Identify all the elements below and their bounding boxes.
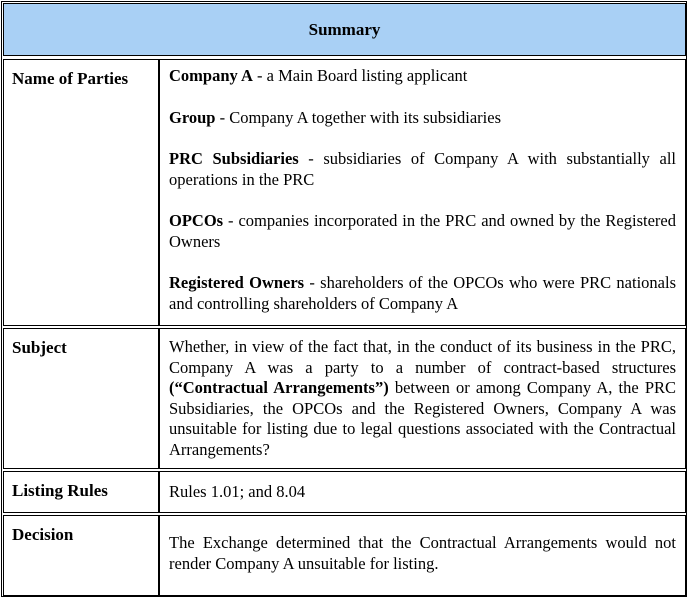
listing-rules-label: Listing Rules [12, 481, 108, 500]
decision-label-cell [3, 515, 159, 596]
listing-rules-content-cell [159, 471, 686, 513]
party-desc: - shareholders of the OPCOs who were PRC nationals and controlling shareholders of Company A [169, 273, 676, 313]
party-entry [169, 108, 676, 129]
party-desc: - Company A together with its subsidiaries [215, 107, 501, 127]
party-desc: - a Main Board listing applicant [252, 66, 468, 85]
party-desc: - subsidiaries of Company A with substantially all operations in the PRC [169, 149, 676, 189]
party-term: PRC Subsidiaries [169, 149, 299, 168]
party-entry [169, 211, 676, 252]
subject-content-cell [159, 328, 686, 469]
party-entry [169, 66, 676, 87]
party-entry [169, 149, 676, 190]
header-title: Summary [308, 19, 381, 39]
party-term: OPCOs [169, 211, 224, 230]
subject-label: Subject [12, 338, 67, 357]
parties-content-cell [159, 59, 686, 326]
parties-label-cell [3, 59, 159, 326]
decision-label: Decision [12, 525, 74, 544]
decision-text: The Exchange determined that the Contractual Arrangements would not render Company A unsuitable for listing. [169, 533, 676, 573]
party-desc: - companies incorporated in the PRC and owned by the Registered Owners [169, 211, 676, 251]
party-term: Company A [169, 66, 253, 85]
subject-text: Whether, in view of the fact that, in the conduct of its business in the PRC, Company A was a party to a number of contract-based structures (“Contractual Arrangements”) between or among Company A, the PRC Subsidiaries, the OPCOs and the Registered Owners, Company A was unsuitable for listing due to legal questions associated with the Contractual Arrangements? [169, 337, 677, 459]
decision-content-cell [159, 515, 686, 596]
listing-rules-text: Rules 1.01; and 8.04 [169, 482, 306, 501]
listing-rules-label-cell [3, 471, 159, 513]
subject-defined-term: (“Contractual Arrangements”) [169, 378, 389, 397]
party-term: Group [169, 107, 216, 127]
parties-label: Name of Parties [12, 69, 129, 88]
party-entry [169, 273, 676, 314]
party-term: Registered Owners [169, 273, 305, 292]
table-header [3, 3, 686, 56]
subject-label-cell [3, 328, 159, 469]
